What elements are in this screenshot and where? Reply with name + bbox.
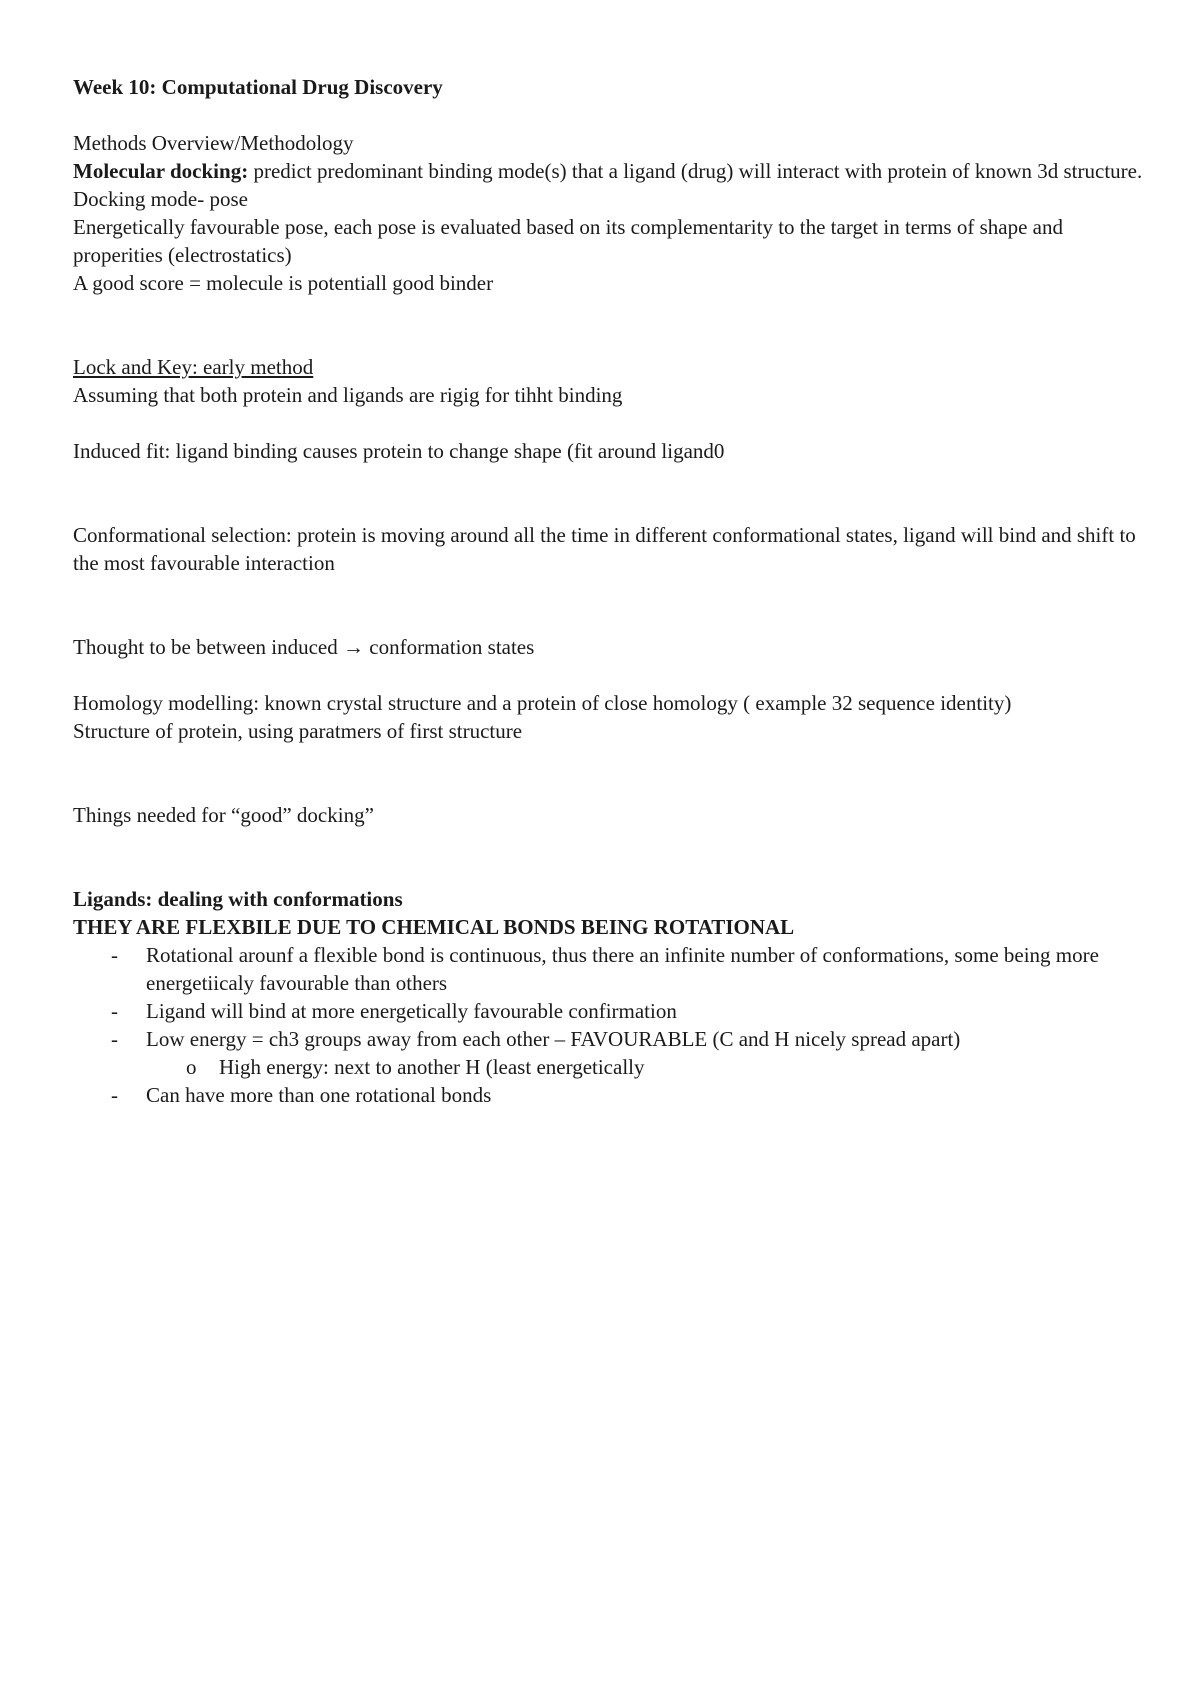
docking-mode: Docking mode- pose [73, 187, 248, 211]
list-item: - Low energy = ch3 groups away from each other – FAVOURABLE (C and H nicely spread apart) [73, 1025, 1153, 1053]
list-item: o High energy: next to another H (least energetically [73, 1053, 1153, 1081]
good-score: A good score = molecule is potentiall good binder [73, 271, 494, 295]
ligands-bullet-list-end [73, 1081, 1153, 1109]
lock-key-text: Assuming that both protein and ligands are rigig for tihht binding [73, 383, 623, 407]
ligands-heading: Ligands: dealing with conformations [73, 887, 403, 911]
ligands-caps: THEY ARE FLEXBILE DUE TO CHEMICAL BONDS BEING ROTATIONAL [73, 915, 795, 939]
list-item: - Rotational arounf a flexible bond is continuous, thus there an infinite number of conformations, some being more energetiicaly favourable than others [73, 941, 1153, 997]
list-item: - Can have more than one rotational bonds [73, 1081, 1153, 1109]
homology-modelling: Homology modelling: known crystal structure and a protein of close homology ( example 32 sequence identity) [73, 691, 1012, 715]
docking-paragraph [73, 157, 1153, 185]
document-body [73, 73, 1153, 1109]
conformational-selection: Conformational selection: protein is moving around all the time in different conformational states, ligand will bind and shift to the most favourable interaction [73, 523, 1136, 575]
methods-heading: Methods Overview/Methodology [73, 131, 354, 155]
list-item: - Ligand will bind at more energetically favourable confirmation [73, 997, 1153, 1025]
ligands-bullet-list [73, 941, 1153, 1053]
energetic-pose: Energetically favourable pose, each pose is evaluated based on its complementarity to the target in terms of shape and properities (electrostatics) [73, 215, 1063, 267]
thought-line [73, 633, 1153, 661]
thought-before: Thought to be between induced [73, 635, 344, 659]
page-title: Week 10: Computational Drug Discovery [73, 75, 443, 99]
thought-after: conformation states [364, 635, 535, 659]
docking-text: predict predominant binding mode(s) that a ligand (drug) will interact with protein of known 3d structure. [248, 159, 1143, 183]
ligands-sub-bullet-list [73, 1053, 1153, 1081]
things-needed: Things needed for “good” docking” [73, 803, 374, 827]
right-arrow-icon: → [343, 635, 365, 659]
docking-label: Molecular docking: [73, 159, 249, 183]
lock-key-heading: Lock and Key: early method [73, 355, 314, 379]
induced-fit: Induced fit: ligand binding causes protein to change shape (fit around ligand0 [73, 439, 725, 463]
homology-structure: Structure of protein, using paratmers of first structure [73, 719, 523, 743]
